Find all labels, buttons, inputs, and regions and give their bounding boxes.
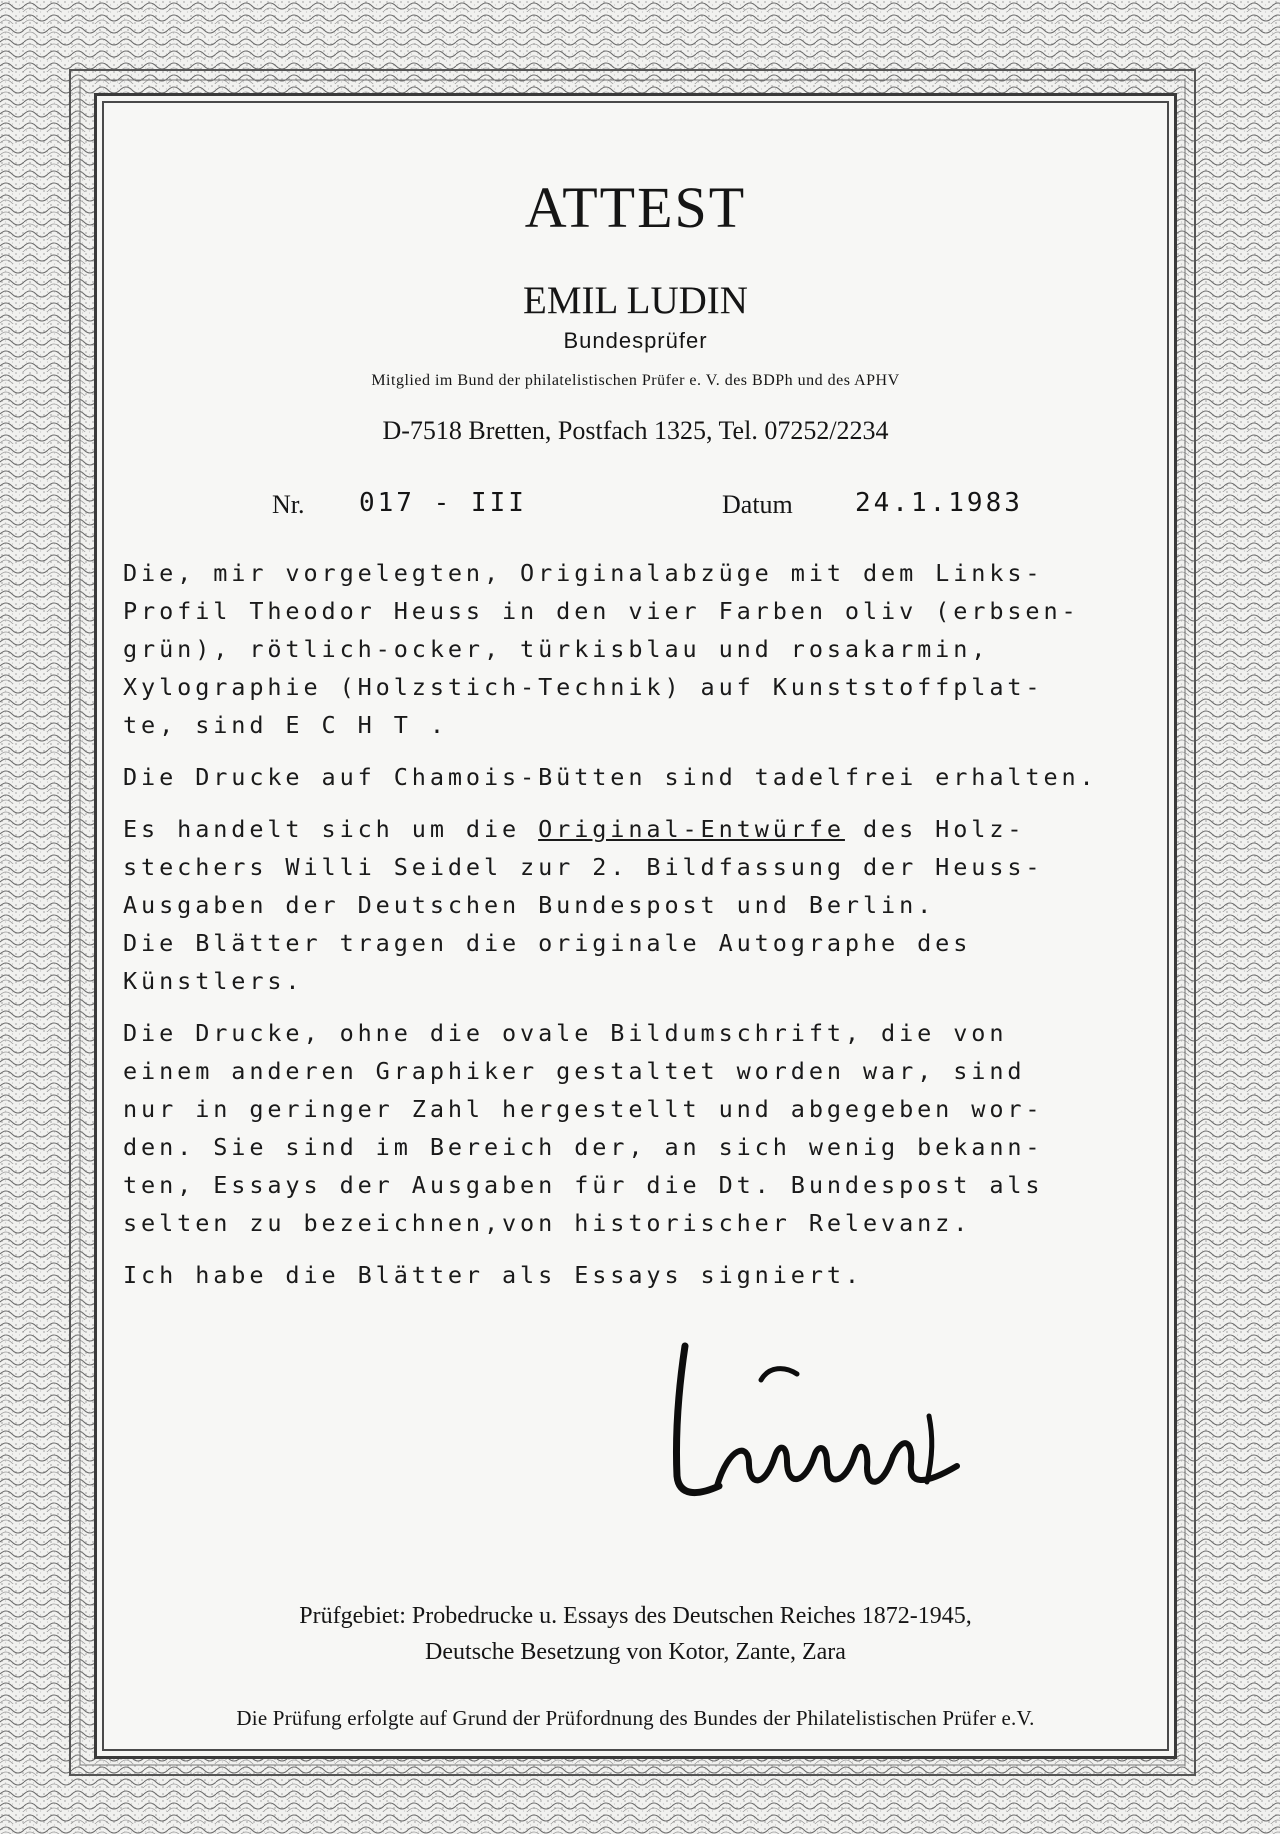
text-line: Künstlers. bbox=[123, 967, 304, 995]
footer-testing-area: Prüfgebiet: Probedrucke u. Essays des Deutschen Reiches 1872-1945, bbox=[299, 1603, 972, 1629]
certificate-date: 24.1.1983 bbox=[855, 488, 1023, 518]
text-line: selten zu bezeichnen,von historischer Relevanz. bbox=[123, 1209, 972, 1237]
handwritten-signature bbox=[657, 1336, 987, 1511]
text-line: ten, Essays der Ausgaben für die Dt. Bundespost als bbox=[123, 1171, 1044, 1199]
footer-occupation-area: Deutsche Besetzung von Kotor, Zante, Zara bbox=[425, 1639, 846, 1665]
text-line: Ich habe die Blätter als Essays signiert. bbox=[123, 1261, 863, 1289]
paragraph-authenticity bbox=[123, 554, 1163, 744]
text-line: te, sind E C H T . bbox=[123, 711, 448, 739]
paragraph-rarity bbox=[123, 1014, 1163, 1242]
underlined-term: Original-Entwürfe bbox=[538, 815, 845, 843]
paragraph-signed bbox=[123, 1256, 1163, 1294]
examiner-name: EMIL LUDIN bbox=[523, 279, 748, 322]
text-line: Die Blätter tragen die originale Autographe des bbox=[123, 929, 972, 957]
text-suffix: des Holz- bbox=[844, 815, 1026, 843]
text-line: stechers Willi Seidel zur 2. Bildfassung der Heuss- bbox=[123, 853, 1044, 881]
paragraph-origin bbox=[123, 810, 1163, 1000]
certificate-title: ATTEST bbox=[524, 175, 747, 240]
text-line: nur in geringer Zahl hergestellt und abgegeben wor- bbox=[123, 1095, 1044, 1123]
date-label: Datum bbox=[722, 490, 793, 519]
paragraph-condition bbox=[123, 758, 1163, 796]
text-line: Ausgaben der Deutschen Bundespost und Berlin. bbox=[123, 891, 936, 919]
text-line: Profil Theodor Heuss in den vier Farben oliv (erbsen- bbox=[123, 597, 1080, 625]
certificate-body bbox=[123, 554, 1163, 1308]
text-line: Die, mir vorgelegten, Originalabzüge mit dem Links- bbox=[123, 559, 1044, 587]
text-line: den. Sie sind im Bereich der, an sich wenig bekann- bbox=[123, 1133, 1044, 1161]
certificate-number: 017 - III bbox=[359, 488, 527, 518]
certificate-frame bbox=[94, 93, 1177, 1759]
footer-regulation-note: Die Prüfung erfolgte auf Grund der Prüfordnung des Bundes der Philatelistischen Prüfer e.V. bbox=[236, 1706, 1035, 1730]
examiner-role: Bundesprüfer bbox=[563, 328, 708, 353]
text-line: Xylographie (Holzstich-Technik) auf Kunststoffplat- bbox=[123, 673, 1044, 701]
text-line bbox=[123, 810, 1163, 848]
text-line: Die Drucke, ohne die ovale Bildumschrift, die von bbox=[123, 1019, 1008, 1047]
address-line: D-7518 Bretten, Postfach 1325, Tel. 07252/2234 bbox=[382, 416, 889, 445]
text-line: einem anderen Graphiker gestaltet worden war, sind bbox=[123, 1057, 1026, 1085]
text-line: Die Drucke auf Chamois-Bütten sind tadelfrei erhalten. bbox=[123, 763, 1098, 791]
text-line: grün), rötlich-ocker, türkisblau und rosakarmin, bbox=[123, 635, 990, 663]
text-prefix: Es handelt sich um die bbox=[123, 815, 539, 843]
number-label: Nr. bbox=[272, 490, 305, 519]
membership-line: Mitglied im Bund der philatelistischen Prüfer e. V. des BDPh und des APHV bbox=[371, 372, 900, 389]
